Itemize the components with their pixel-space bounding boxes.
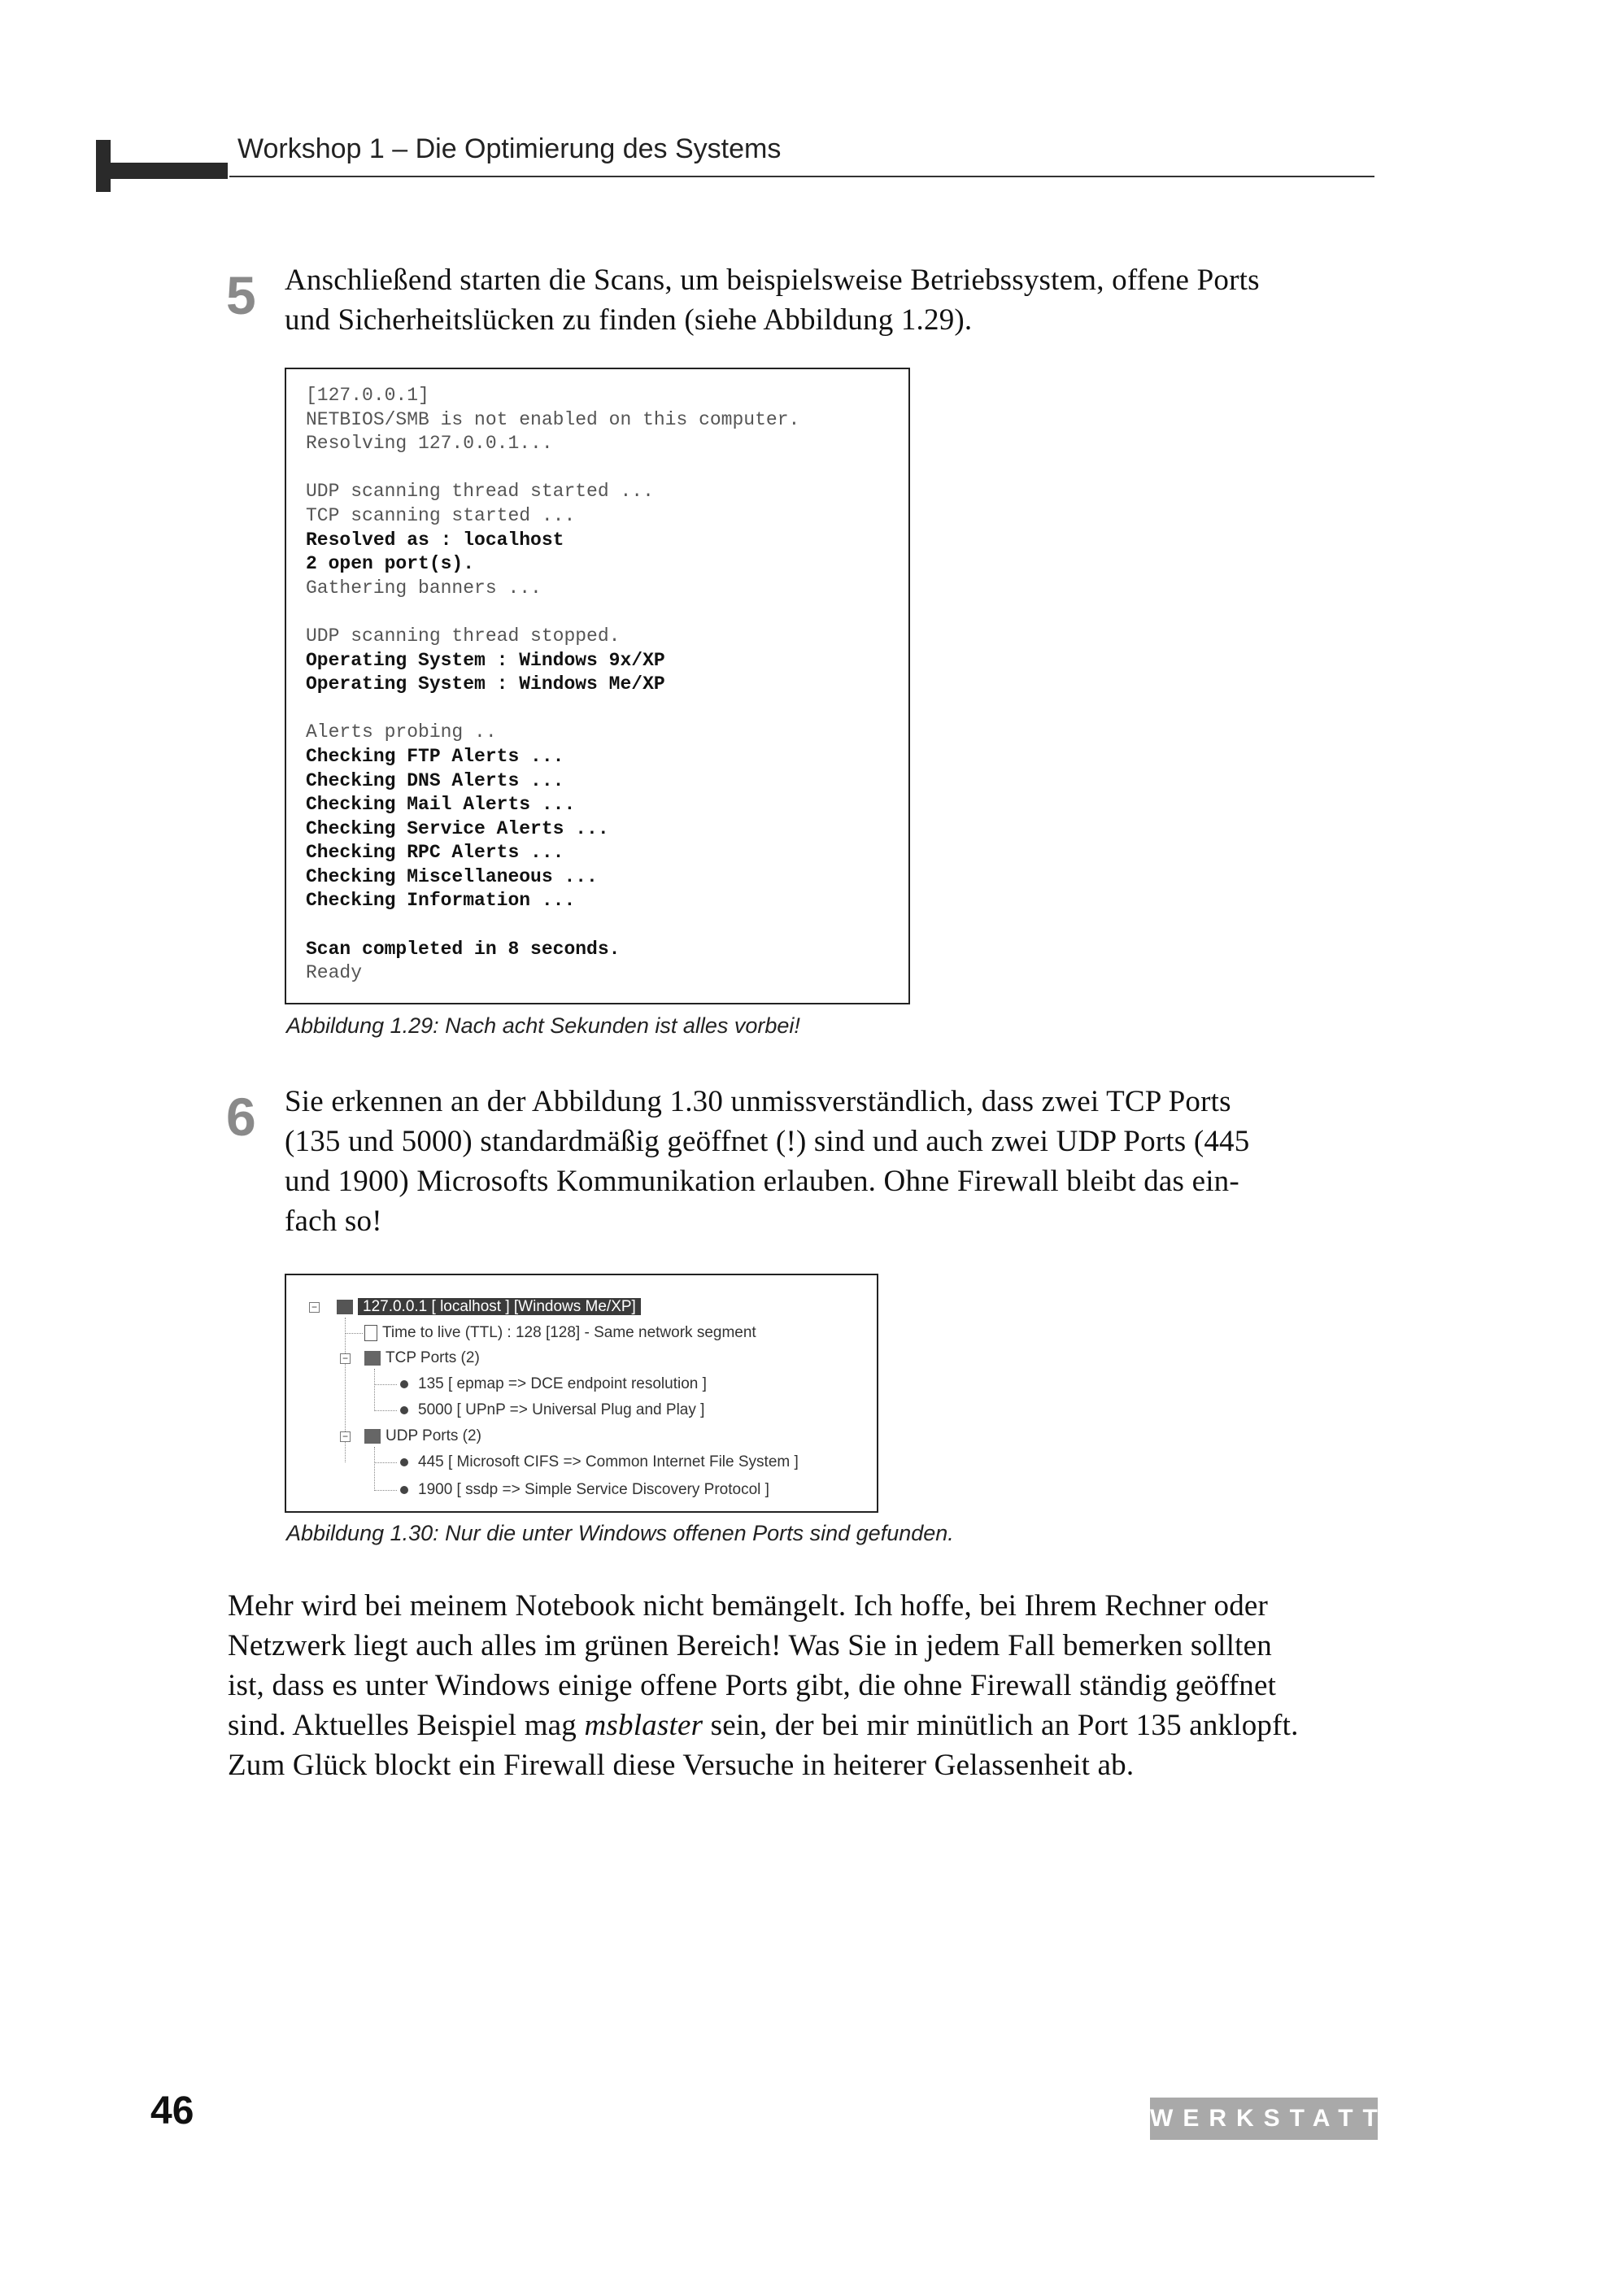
- terminal-line: NETBIOS/SMB is not enabled on this computer.: [306, 408, 800, 430]
- text-line: Anschließend starten die Scans, um beispielsweise Betriebssystem, offene Ports: [285, 264, 1260, 297]
- figure-1-29-caption: Abbildung 1.29: Nach acht Sekunden ist alles vorbei!: [286, 1013, 800, 1038]
- computer-icon: [337, 1300, 353, 1314]
- text-line: und Sicherheitslücken zu finden (siehe Abbildung 1.29).: [285, 303, 973, 337]
- program-name: msblaster: [584, 1709, 703, 1742]
- terminal-line: [306, 913, 889, 938]
- step-number-6: 6: [226, 1087, 256, 1147]
- terminal-line: Scan completed in 8 seconds.: [306, 938, 621, 960]
- terminal-line: Ready: [306, 962, 363, 984]
- terminal-line: Checking Miscellaneous ...: [306, 865, 598, 887]
- header-rule: [229, 176, 1374, 177]
- header-bar-graphic: [96, 140, 228, 181]
- terminal-line: Checking Service Alerts ...: [306, 817, 609, 839]
- terminal-line: [306, 600, 889, 625]
- network-icon: [364, 1351, 381, 1366]
- page-number: 46: [150, 2089, 194, 2133]
- terminal-line: Operating System : Windows 9x/XP: [306, 649, 665, 671]
- text-line: Sie erkennen an der Abbildung 1.30 unmissverständlich, dass zwei TCP Ports: [285, 1085, 1231, 1118]
- terminal-line: Operating System : Windows Me/XP: [306, 673, 665, 695]
- tcp-port-item: 135 [ epmap => DCE endpoint resolution ]: [400, 1374, 707, 1395]
- terminal-line: Resolved as : localhost: [306, 529, 564, 551]
- terminal-line: Checking Information ...: [306, 890, 576, 912]
- terminal-line: Resolving 127.0.0.1...: [306, 433, 553, 455]
- text-line: sind. Aktuelles Beispiel mag msblaster sein, der bei mir minütlich an Port 135 anklopft.: [228, 1709, 1299, 1742]
- terminal-line: [306, 456, 889, 481]
- tree-node-udp: UDP Ports (2): [364, 1426, 481, 1447]
- scan-output-screenshot: [285, 368, 910, 1004]
- terminal-line: UDP scanning thread stopped.: [306, 625, 621, 647]
- udp-port-item: 445 [ Microsoft CIFS => Common Internet File System ]: [400, 1452, 799, 1473]
- collapse-toggle-icon: −: [340, 1353, 351, 1364]
- step-5-text: [285, 260, 1374, 340]
- text-line: fach so!: [285, 1205, 382, 1238]
- port-bullet-icon: [400, 1458, 408, 1466]
- figure-1-30-caption: Abbildung 1.30: Nur die unter Windows offenen Ports sind gefunden.: [286, 1521, 954, 1545]
- werkstatt-badge: WERKSTATT: [1150, 2098, 1378, 2140]
- terminal-line: 2 open port(s).: [306, 553, 475, 575]
- tree-node-tcp: TCP Ports (2): [364, 1348, 480, 1369]
- terminal-line: [306, 697, 889, 721]
- step-6-text: [285, 1082, 1374, 1241]
- tree-node-ttl: Time to live (TTL) : 128 [128] - Same network segment: [364, 1322, 756, 1344]
- terminal-line: [127.0.0.1]: [306, 385, 429, 406]
- network-icon: [364, 1429, 381, 1444]
- port-bullet-icon: [400, 1380, 408, 1388]
- port-bullet-icon: [400, 1406, 408, 1414]
- collapse-toggle-icon: −: [340, 1431, 351, 1442]
- terminal-line: TCP scanning started ...: [306, 504, 576, 526]
- text-line: Mehr wird bei meinem Notebook nicht bemängelt. Ich hoffe, bei Ihrem Rechner oder: [228, 1589, 1269, 1623]
- tcp-port-item: 5000 [ UPnP => Universal Plug and Play ]: [400, 1400, 704, 1421]
- port-bullet-icon: [400, 1486, 408, 1494]
- udp-port-item: 1900 [ ssdp => Simple Service Discovery Protocol ]: [400, 1479, 769, 1501]
- text-line: Zum Glück blockt ein Firewall diese Versuche in heiterer Gelassenheit ab.: [228, 1749, 1135, 1782]
- body-paragraph: [228, 1586, 1374, 1785]
- terminal-line: Gathering banners ...: [306, 577, 542, 599]
- text-line: und 1900) Microsofts Kommunikation erlauben. Ohne Firewall bleibt das ein-: [285, 1165, 1239, 1198]
- terminal-line: Checking Mail Alerts ...: [306, 794, 576, 816]
- collapse-toggle-icon: −: [309, 1302, 320, 1313]
- text-line: ist, dass es unter Windows einige offene Ports gibt, die ohne Firewall ständig geöffnet: [228, 1669, 1277, 1702]
- document-icon: [364, 1325, 377, 1341]
- terminal-line: Checking FTP Alerts ...: [306, 745, 564, 767]
- terminal-line: Checking RPC Alerts ...: [306, 842, 564, 864]
- terminal-line: UDP scanning thread started ...: [306, 481, 654, 503]
- terminal-line: Checking DNS Alerts ...: [306, 769, 564, 791]
- text-line: Netzwerk liegt auch alles im grünen Bereich! Was Sie in jedem Fall bemerken sollten: [228, 1629, 1272, 1662]
- running-header-title: Workshop 1 – Die Optimierung des Systems: [237, 133, 782, 164]
- step-number-5: 5: [226, 265, 256, 325]
- tree-root-node: 127.0.0.1 [ localhost ] [Windows Me/XP]: [337, 1296, 641, 1318]
- port-tree-screenshot: [285, 1274, 878, 1513]
- text-line: (135 und 5000) standardmäßig geöffnet (!) sind und auch zwei UDP Ports (445: [285, 1125, 1250, 1158]
- terminal-line: Alerts probing ..: [306, 721, 497, 743]
